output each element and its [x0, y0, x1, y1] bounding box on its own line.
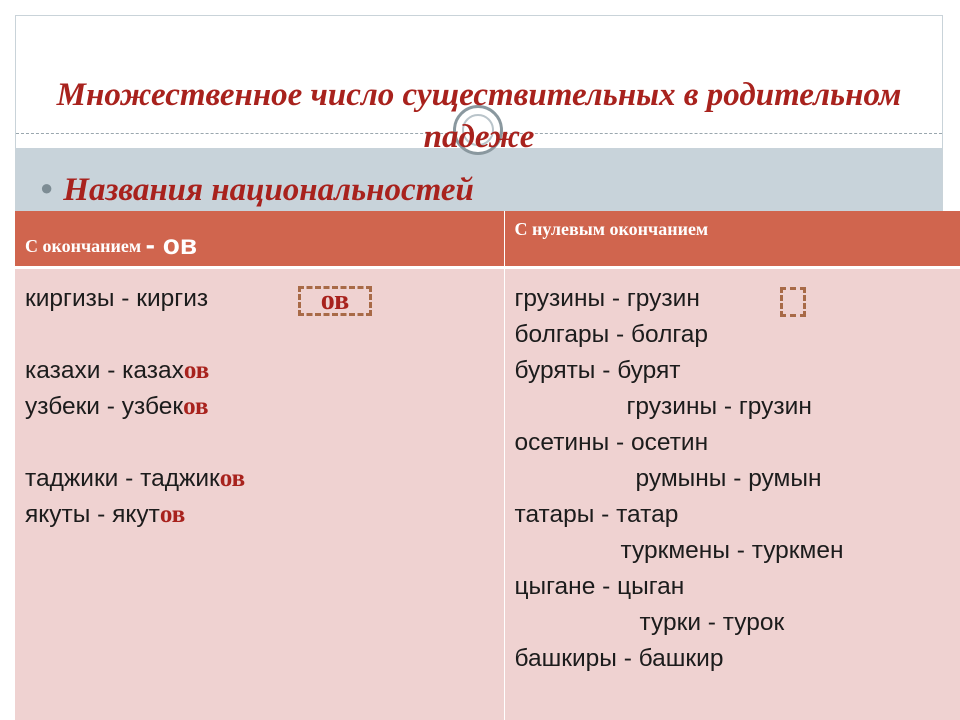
- list-item: буряты - бурят: [514, 356, 681, 384]
- column-ov: [15, 267, 504, 720]
- list-item: цыгане - цыган: [514, 572, 685, 600]
- slide-subtitle: [40, 166, 474, 212]
- list-item: румыны - румын: [635, 464, 822, 492]
- slide-title: Множественное число существительных в родительном падеже: [56, 77, 902, 155]
- list-item: татары - татар: [514, 500, 679, 528]
- list-item: турки - турок: [639, 608, 785, 636]
- table-header-row: [15, 211, 960, 267]
- header-right-text: С нулевым окончанием: [514, 219, 709, 239]
- zero-ending-box: [780, 287, 806, 317]
- header-left-suffix: - ов: [145, 229, 198, 260]
- column-zero-ending: [504, 267, 960, 720]
- header-zero-ending: [504, 211, 960, 267]
- header-left-text: С окончанием: [25, 236, 142, 256]
- ov-ending-box: ов: [298, 286, 372, 316]
- list-item: таджики - таджиков: [25, 464, 246, 492]
- list-item: болгары - болгар: [514, 320, 709, 348]
- subtitle-text: Названия национальностей: [63, 172, 474, 208]
- list-item: башкиры - башкир: [514, 644, 724, 672]
- list-item: осетины - осетин: [514, 428, 709, 456]
- list-item: киргизы - киргиз: [25, 284, 209, 312]
- list-item: грузины - грузин: [626, 392, 812, 420]
- bullet-icon: ●: [40, 175, 54, 200]
- nationalities-table: [15, 211, 960, 720]
- list-item: якуты - якутов: [25, 500, 186, 528]
- list-item: узбеки - узбеков: [25, 392, 209, 420]
- list-item: туркмены - туркмен: [620, 536, 844, 564]
- header-with-ov: [15, 211, 504, 267]
- list-item: казахи - казахов: [25, 356, 210, 384]
- table-body-row: [15, 267, 960, 720]
- list-item: грузины - грузин: [514, 284, 700, 312]
